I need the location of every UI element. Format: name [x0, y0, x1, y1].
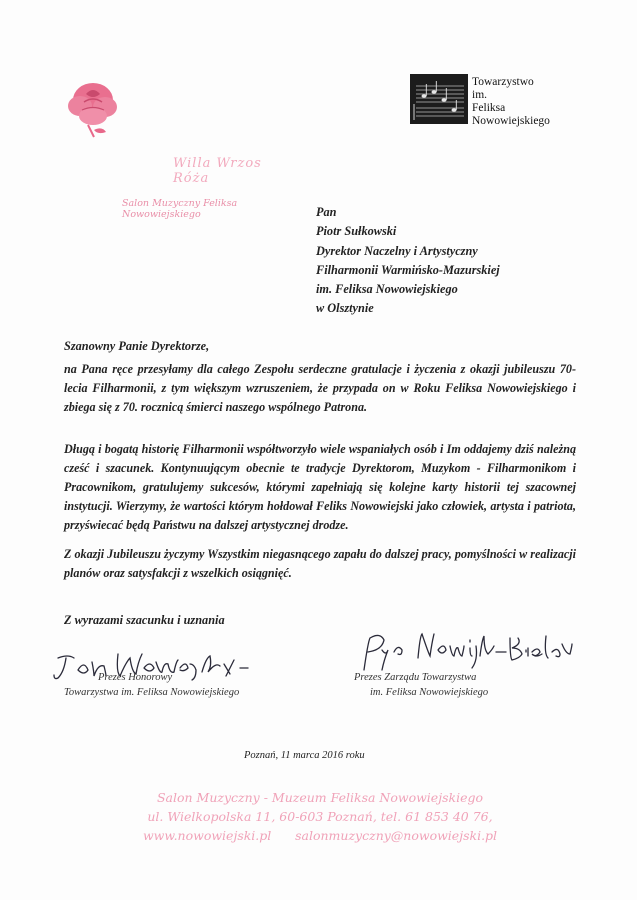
- footer-line: Salon Muzyczny - Muzeum Feliksa Nowowiejskiego: [156, 790, 483, 805]
- body-paragraph: na Pana ręce przesyłamy dla całego Zespołu serdeczne gratulacje i życzenia z okazji jubileuszu 70-lecia Filharmonii, z tym większym wzruszeniem, że przypada on w Roku Feliksa Nowowiejskiego i zbiega się z 70. rocznicą śmierci naszego wspólnego Patrona.: [64, 362, 576, 414]
- body-paragraph: Długą i bogatą historię Filharmonii współtworzyło wiele wspaniałych osób i Im oddajemy dziś należną cześć i szacunek. Kontynuującym obecnie te tradycje Dyrektorom, Muzykom - Filharmonikom i Pracownikom, gratulujemy sukcesów, którymi zapełniają się kolejne karty historii tej szacownej instytucji. Wierzymy, że wartości którym hołdował Feliks Nowowiejski jako człowiek, artysta i patriota, przyświecać będą Państwu na dalszej artystycznej drodze.: [64, 442, 576, 532]
- music-score-icon: [410, 74, 468, 124]
- logo-script-text: Willa Wrzos Róża: [173, 156, 262, 186]
- society-name-line: Nowowiejskiego: [472, 115, 550, 127]
- right-signatory-org: im. Feliksa Nowowiejskiego: [370, 687, 489, 698]
- rose-icon: [58, 70, 128, 140]
- address-line: im. Feliksa Nowowiejskiego: [316, 282, 458, 297]
- right-signature: [356, 630, 586, 674]
- address-line: Filharmonii Warmińsko-Mazurskiej: [316, 262, 500, 277]
- footer-line: ul. Wielkopolska 11, 60-603 Poznań, tel. 61 853 40 76,: [147, 809, 493, 824]
- address-line: Dyrektor Naczelny i Artystyczny: [316, 243, 478, 258]
- address-line: Pan: [316, 205, 337, 219]
- right-signatory-role: Prezes Zarządu Towarzystwa: [354, 672, 477, 683]
- society-name-line: Towarzystwo: [472, 76, 534, 88]
- society-name-line: im.: [472, 89, 488, 101]
- salutation: Szanowny Panie Dyrektorze,: [64, 339, 210, 353]
- society-logo: [410, 74, 600, 130]
- left-signatory-org: Towarzystwa im. Feliksa Nowowiejskiego: [64, 687, 240, 698]
- address-line: Piotr Sułkowski: [316, 224, 397, 239]
- recipient-address: [316, 203, 500, 319]
- society-name-line: Feliksa: [472, 102, 506, 114]
- left-signatory-role: Prezes Honorowy: [98, 672, 173, 683]
- left-signatory: [64, 670, 239, 700]
- society-name: [472, 76, 550, 128]
- date-line: Poznań, 11 marca 2016 roku: [244, 750, 365, 761]
- body-paragraph: Z okazji Jubileuszu życzymy Wszystkim niegasnącego zapału do dalszej pracy, pomyślności w realizacji planów oraz satysfakcji z wszelkich osiągnięć.: [64, 547, 576, 580]
- salon-logo: [58, 70, 298, 220]
- letterhead-footer: [100, 788, 540, 845]
- right-signatory: [354, 670, 488, 700]
- footer-line: www.nowowiejski.pl salonmuzyczny@nowowiejski.pl: [142, 828, 498, 843]
- closing-line: Z wyrazami szacunku i uznania: [64, 613, 225, 627]
- logo-subtitle: Salon Muzyczny Feliksa Nowowiejskiego: [122, 198, 238, 220]
- address-line: w Olsztynie: [316, 301, 374, 316]
